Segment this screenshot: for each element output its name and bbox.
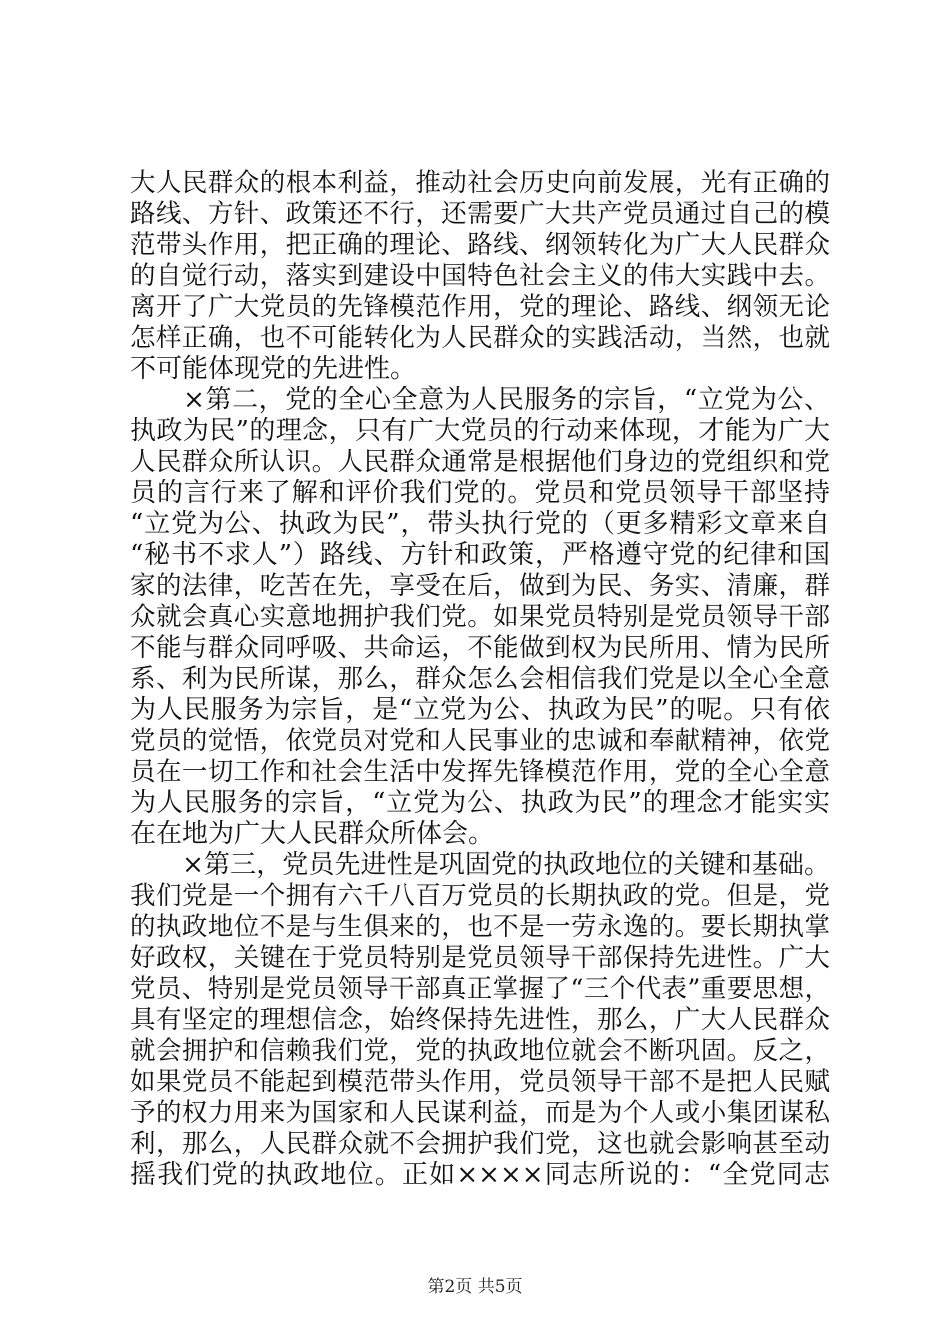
text-line: 摇我们党的执政地位。正如××××同志所说的：“全党同志 xyxy=(130,1160,830,1190)
body-text xyxy=(130,168,830,1191)
text-line: 党员、特别是党员领导干部真正掌握了“三个代表”重要思想， xyxy=(130,974,830,1004)
text-line: 好政权，关键在于党员特别是党员领导干部保持先进性。广大 xyxy=(130,943,830,973)
text-line: 员在一切工作和社会生活中发挥先锋模范作用，党的全心全意 xyxy=(130,757,830,787)
text-line: 路线、方针、政策还不行，还需要广大共产党员通过自己的模 xyxy=(130,199,830,229)
text-line: 利，那么，人民群众就不会拥护我们党，这也就会影响甚至动 xyxy=(130,1129,830,1159)
text-line: 予的权力用来为国家和人民谋利益，而是为个人或小集团谋私 xyxy=(130,1098,830,1128)
text-line: 如果党员不能起到模范带头作用，党员领导干部不是把人民赋 xyxy=(130,1067,830,1097)
text-line: 的执政地位不是与生俱来的，也不是一劳永逸的。要长期执掌 xyxy=(130,912,830,942)
text-line: 离开了广大党员的先锋模范作用，党的理论、路线、纲领无论 xyxy=(130,292,830,322)
text-line: 的自觉行动，落实到建设中国特色社会主义的伟大实践中去。 xyxy=(130,261,830,291)
page-footer: 第2页 共5页 xyxy=(427,1277,523,1297)
text-line: 人民群众所认识。人民群众通常是根据他们身边的党组织和党 xyxy=(130,447,830,477)
text-line: 众就会真心实意地拥护我们党。如果党员特别是党员领导干部 xyxy=(130,602,830,632)
text-line: 员的言行来了解和评价我们党的。党员和党员领导干部坚持 xyxy=(130,478,830,508)
text-line: 我们党是一个拥有六千八百万党员的长期执政的党。但是，党 xyxy=(130,881,830,911)
text-line: “立党为公、执政为民”，带头执行党的（更多精彩文章来自 xyxy=(130,509,830,539)
text-line: 为人民服务的宗旨，“立党为公、执政为民”的理念才能实实 xyxy=(130,788,830,818)
text-line: 怎样正确，也不可能转化为人民群众的实践活动，当然，也就 xyxy=(130,323,830,353)
text-line: ×第二，党的全心全意为人民服务的宗旨，“立党为公、 xyxy=(130,385,830,415)
text-line: 就会拥护和信赖我们党，党的执政地位就会不断巩固。反之， xyxy=(130,1036,830,1066)
text-line: 不可能体现党的先进性。 xyxy=(130,354,417,384)
text-line: 在在地为广大人民群众所体会。 xyxy=(130,819,495,849)
text-line: 为人民服务为宗旨，是“立党为公、执政为民”的呢。只有依 xyxy=(130,695,830,725)
text-line: 家的法律，吃苦在先，享受在后，做到为民、务实、清廉，群 xyxy=(130,571,830,601)
text-line: ×第三，党员先进性是巩固党的执政地位的关键和基础。 xyxy=(130,850,830,880)
text-line: 党员的觉悟，依党员对党和人民事业的忠诚和奉献精神，依党 xyxy=(130,726,830,756)
text-line: 具有坚定的理想信念，始终保持先进性，那么，广大人民群众 xyxy=(130,1005,830,1035)
text-line: 大人民群众的根本利益，推动社会历史向前发展，光有正确的 xyxy=(130,168,830,198)
text-line: 不能与群众同呼吸、共命运，不能做到权为民所用、情为民所 xyxy=(130,633,830,663)
text-line: 执政为民”的理念，只有广大党员的行动来体现，才能为广大 xyxy=(130,416,830,446)
text-line: 系、利为民所谋，那么，群众怎么会相信我们党是以全心全意 xyxy=(130,664,830,694)
text-line: “秘书不求人”）路线、方针和政策，严格遵守党的纪律和国 xyxy=(130,540,830,570)
text-line: 范带头作用，把正确的理论、路线、纲领转化为广大人民群众 xyxy=(130,230,830,260)
